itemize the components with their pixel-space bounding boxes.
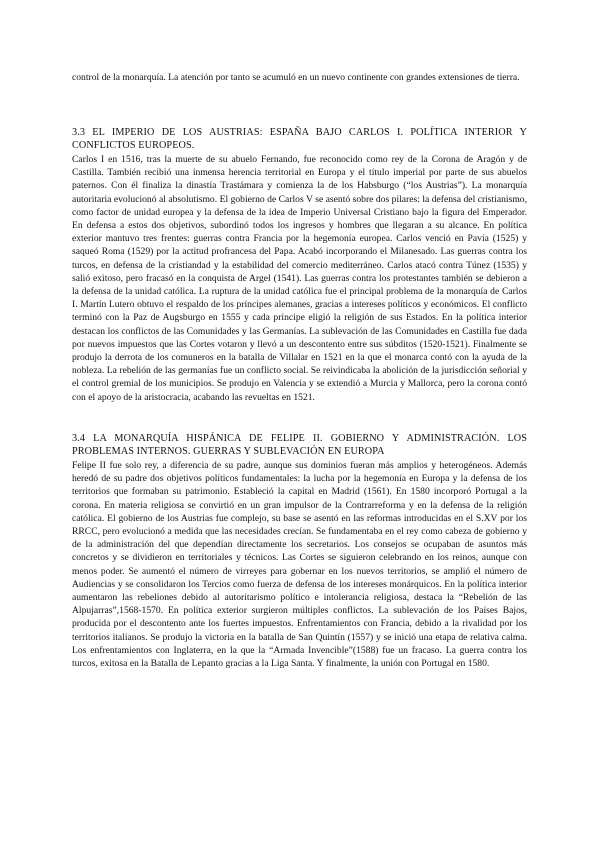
section-3-3-heading: 3.3 EL IMPERIO DE LOS AUSTRIAS: ESPAÑA BAJO CARLOS I. POLÍTICA INTERIOR Y CONFLICTOS EUROPEOS. [72, 127, 527, 152]
section-3-3-text: Carlos I en 1516, tras la muerte de su abuelo Fernando, fue reconocido como rey de la Corona de Aragón y de Castilla. También recibió una inmensa herencia territorial en Europa y el título imperial por parte de sus abuelos paternos. Con él finaliza la dinastía Trastámara y comienza la de los Habsburgo (“los Austrias”). La monarquía autoritaria evolucionó al absolutismo. El gobierno de Carlos V se asentó sobre dos pilares: la defensa del cristianismo, como factor de unidad europea y la defensa de la idea de Imperio Universal Cristiano bajo la figura del Emperador. En defensa a estos dos objetivos, subordinó todos los ingresos y hombres que llegaran a su alcance. En política exterior mantuvo tres frentes: guerras contra Francia por la hegemonía europea. Carlos venció en Pavía (1525) y saqueó Roma (1529) por la actitud profrancesa del Papa. Acabó incorporando el Milanesado. Las guerras contra los turcos, en defensa de la cristiandad y la estabilidad del comercio mediterráneo. Carlos atacó contra Túnez (1535) y salió exitoso, pero fracasó en la conquista de Argel (1541). Las guerras contra los protestantes también se debieron a la defensa de la unidad católica. La ruptura de la unidad católica fue el principal problema de la monarquía de Carlos I. Martín Lutero obtuvo el respaldo de los príncipes alemanes, gracias a intereses políticos y económicos. El conflicto terminó con la Paz de Augsburgo en 1555 y cada príncipe eligió la religión de sus Estados. En la política interior destacan los conflictos de las Comunidades y las Germanías. La sublevación de las Comunidades en Castilla fue dada por nuevos impuestos que las Cortes votaron y llevó a un descontento entre sus súbditos (1520-1521). Finalmente se produjo la derrota de los comuneros en la batalla de Villalar en 1521 en la que el monarca contó con la ayuda de la nobleza. La rebelión de las germanías fue un conflicto social. Se reivindicaba la abolición de la jurisdicción señorial y el control gremial de los municipios. Se produjo en Valencia y se extendió a Murcia y Mallorca, pero la corona contó con el apoyo de la aristocracia, acabando las revueltas en 1521. [72, 154, 527, 403]
section-3-4-heading: 3.4 LA MONARQUÍA HISPÁNICA DE FELIPE II. GOBIERNO Y ADMINISTRACIÓN. LOS PROBLEMAS INTERNOS. GUERRAS Y SUBLEVACIÓN EN EUROPA [72, 433, 527, 458]
intro-paragraph [72, 71, 527, 84]
section-3-4-body [72, 459, 527, 670]
intro-text: control de la monarquía. La atención por tanto se acumuló en un nuevo continente con grandes extensiones de tierra. [72, 72, 520, 83]
section-3-3-body [72, 153, 527, 404]
section-3-4-text: Felipe II fue solo rey, a diferencia de su padre, aunque sus dominios fueran más amplios y heterogéneos. Además heredó de su padre dos objetivos políticos fundamentales: la lucha por la hegemonía en Europa y la defensa de los territorios que formaban su patrimonio. Estableció la capital en Madrid (1561). En 1580 incorporó Portugal a la corona. En materia religiosa se convirtió en un gran impulsor de la Contrarreforma y en la defensa de la religión católica. El gobierno de los Austrias fue complejo, su base se asentó en las reformas introducidas en el S.XV por los RRCC, pero evolucionó a medida que las necesidades crecían. Se fundamentaba en el rey como cabeza de gobierno y de la administración del que dependían directamente los secretarios. Los consejos se ocupaban de asuntos más concretos y se dividieron en territoriales y técnicos. Las Cortes se siguieron celebrando en los reinos, aunque con menos poder. Se aumentó el número de virreyes para gobernar en los nuevos territorios, se amplió el número de Audiencias y se consolidaron los Tercios como fuerza de defensa de los intereses monárquicos. En la política interior aumentaron las rebeliones debido al autoritarismo político e intolerancia religiosa, destaca la “Rebelión de las Alpujarras”,1568-1570. En política exterior surgieron múltiples conflictos. La sublevación de los Países Bajos, producida por el descontento ante los fuertes impuestos. Enfrentamientos con Francia, debido a la rivalidad por los territorios italianos. Se produjo la victoria en la batalla de San Quintín (1557) y se inició una etapa de relativa calma. Los enfrentamientos con Inglaterra, en la que la “Armada Invencible”(1588) fue un fracaso. La guerra contra los turcos, exitosa en la Batalla de Lepanto gracias a la Liga Santa. Y finalmente, la unión con Portugal en 1580. [72, 460, 527, 670]
